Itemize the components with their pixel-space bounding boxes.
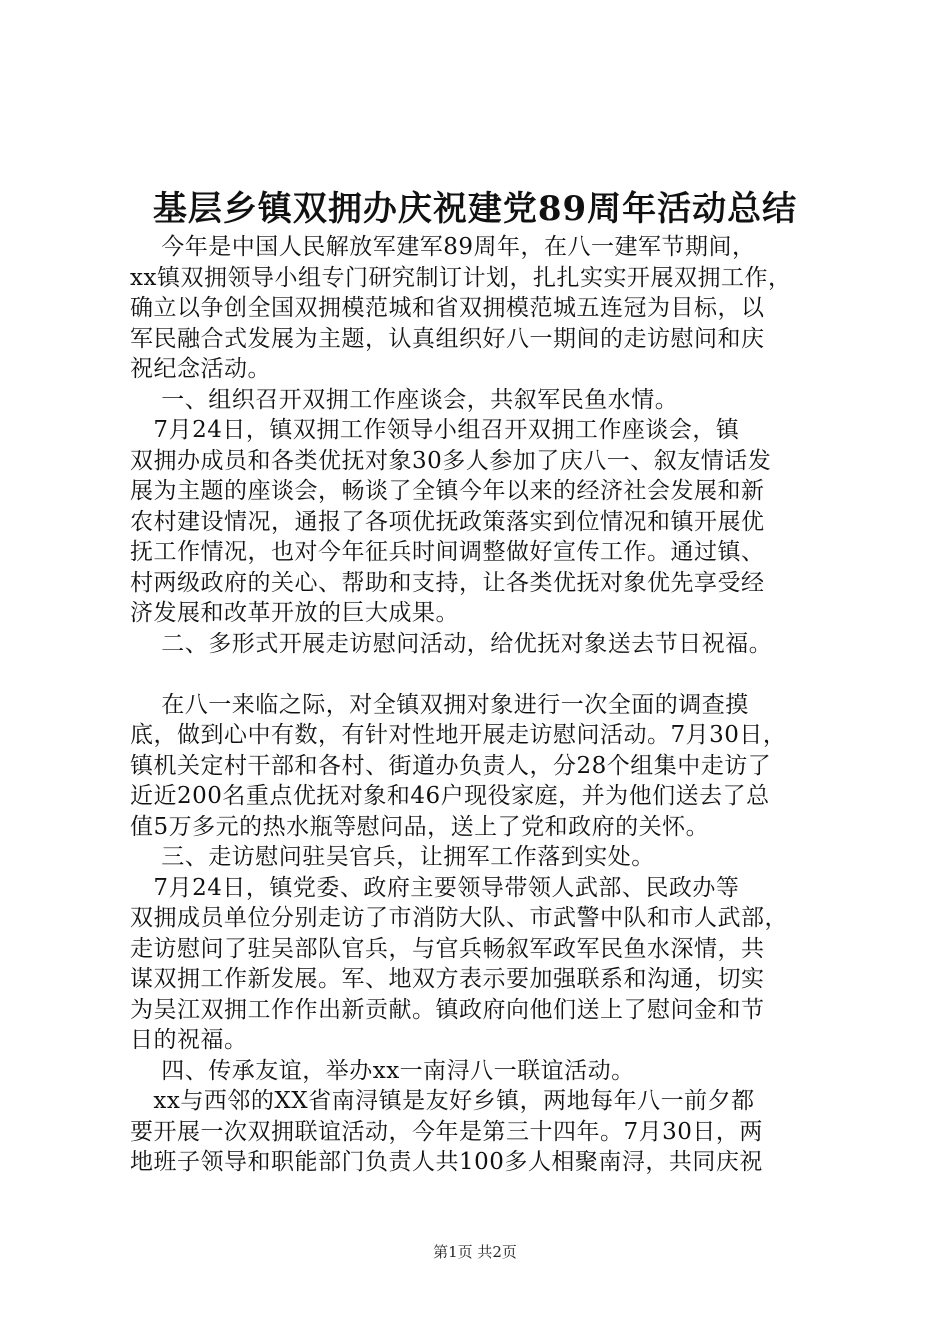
body-line: 农村建设情况，通报了各项优抚政策落实到位情况和镇开展优 [130, 508, 765, 535]
body-line: 村两级政府的关心、帮助和支持，让各类优抚对象优先享受经 [130, 569, 765, 596]
body-line: 7月24日，镇党委、政府主要领导带领人武部、民政办等 [130, 874, 740, 901]
body-line: xx与西邻的XX省南浔镇是友好乡镇，两地每年八一前夕都 [130, 1088, 755, 1114]
body-line: 日的祝福。 [130, 1027, 248, 1053]
body-line: 济发展和改革开放的巨大成果。 [130, 600, 459, 626]
body-line: 抚工作情况，也对今年征兵时间调整做好宣传工作。通过镇、 [130, 539, 765, 565]
document-body [130, 232, 835, 1178]
body-line: 底，做到心中有数，有针对性地开展走访慰问活动。7月30日， [130, 722, 787, 748]
body-line: 谋双拥工作新发展。军、地双方表示要加强联系和沟通，切实 [130, 966, 765, 992]
body-line: 军民融合式发展为主题，认真组织好八一期间的走访慰问和庆 [130, 325, 765, 352]
body-line: xx镇双拥领导小组专门研究制订计划，扎扎实实开展双拥工作， [130, 264, 792, 291]
body-line: 镇机关定村干部和各村、街道办负责人，分28个组集中走访了 [130, 752, 772, 779]
body-line: 今年是中国人民解放军建军89周年，在八一建军节期间， [130, 234, 756, 260]
body-line: 为吴江双拥工作作出新贡献。镇政府向他们送上了慰问金和节 [130, 996, 765, 1023]
body-line: 确立以争创全国双拥模范城和省双拥模范城五连冠为目标，以 [130, 295, 765, 321]
body-line: 三、走访慰问驻吴官兵，让拥军工作落到实处。 [130, 844, 655, 870]
body-line: 展为主题的座谈会，畅谈了全镇今年以来的经济社会发展和新 [130, 478, 765, 504]
body-line: 一、组织召开双拥工作座谈会，共叙军民鱼水情。 [130, 386, 679, 413]
body-line: 祝纪念活动。 [130, 356, 271, 382]
body-line: 近近200名重点优抚对象和46户现役家庭，并为他们送去了总 [130, 783, 770, 809]
body-line: 值5万多元的热水瓶等慰问品，送上了党和政府的关怀。 [130, 813, 710, 840]
body-line: 要开展一次双拥联谊活动，今年是第三十四年。7月30日，两 [130, 1118, 763, 1145]
body-line: 7月24日，镇双拥工作领导小组召开双拥工作座谈会，镇 [130, 417, 740, 443]
body-line: 二、多形式开展走访慰问活动，给优抚对象送去节日祝福。 [130, 630, 773, 657]
page-footer: 第1页 共2页 [433, 1243, 517, 1261]
body-line: 四、传承友谊，举办xx一南浔八一联谊活动。 [130, 1057, 635, 1084]
body-line: 地班子领导和职能部门负责人共100多人相聚南浔，共同庆祝 [130, 1149, 763, 1175]
body-line: 双拥成员单位分别走访了市消防大队、市武警中队和市人武部， [130, 905, 788, 931]
body-line: 双拥办成员和各类优抚对象30多人参加了庆八一、叙友情话发 [130, 447, 772, 474]
body-line: 在八一来临之际，对全镇双拥对象进行一次全面的调查摸 [130, 691, 749, 718]
body-line: 走访慰问了驻吴部队官兵，与官兵畅叙军政军民鱼水深情，共 [130, 935, 765, 962]
body-line [130, 659, 835, 690]
document-title: 基层乡镇双拥办庆祝建党89周年活动总结 [152, 189, 798, 229]
